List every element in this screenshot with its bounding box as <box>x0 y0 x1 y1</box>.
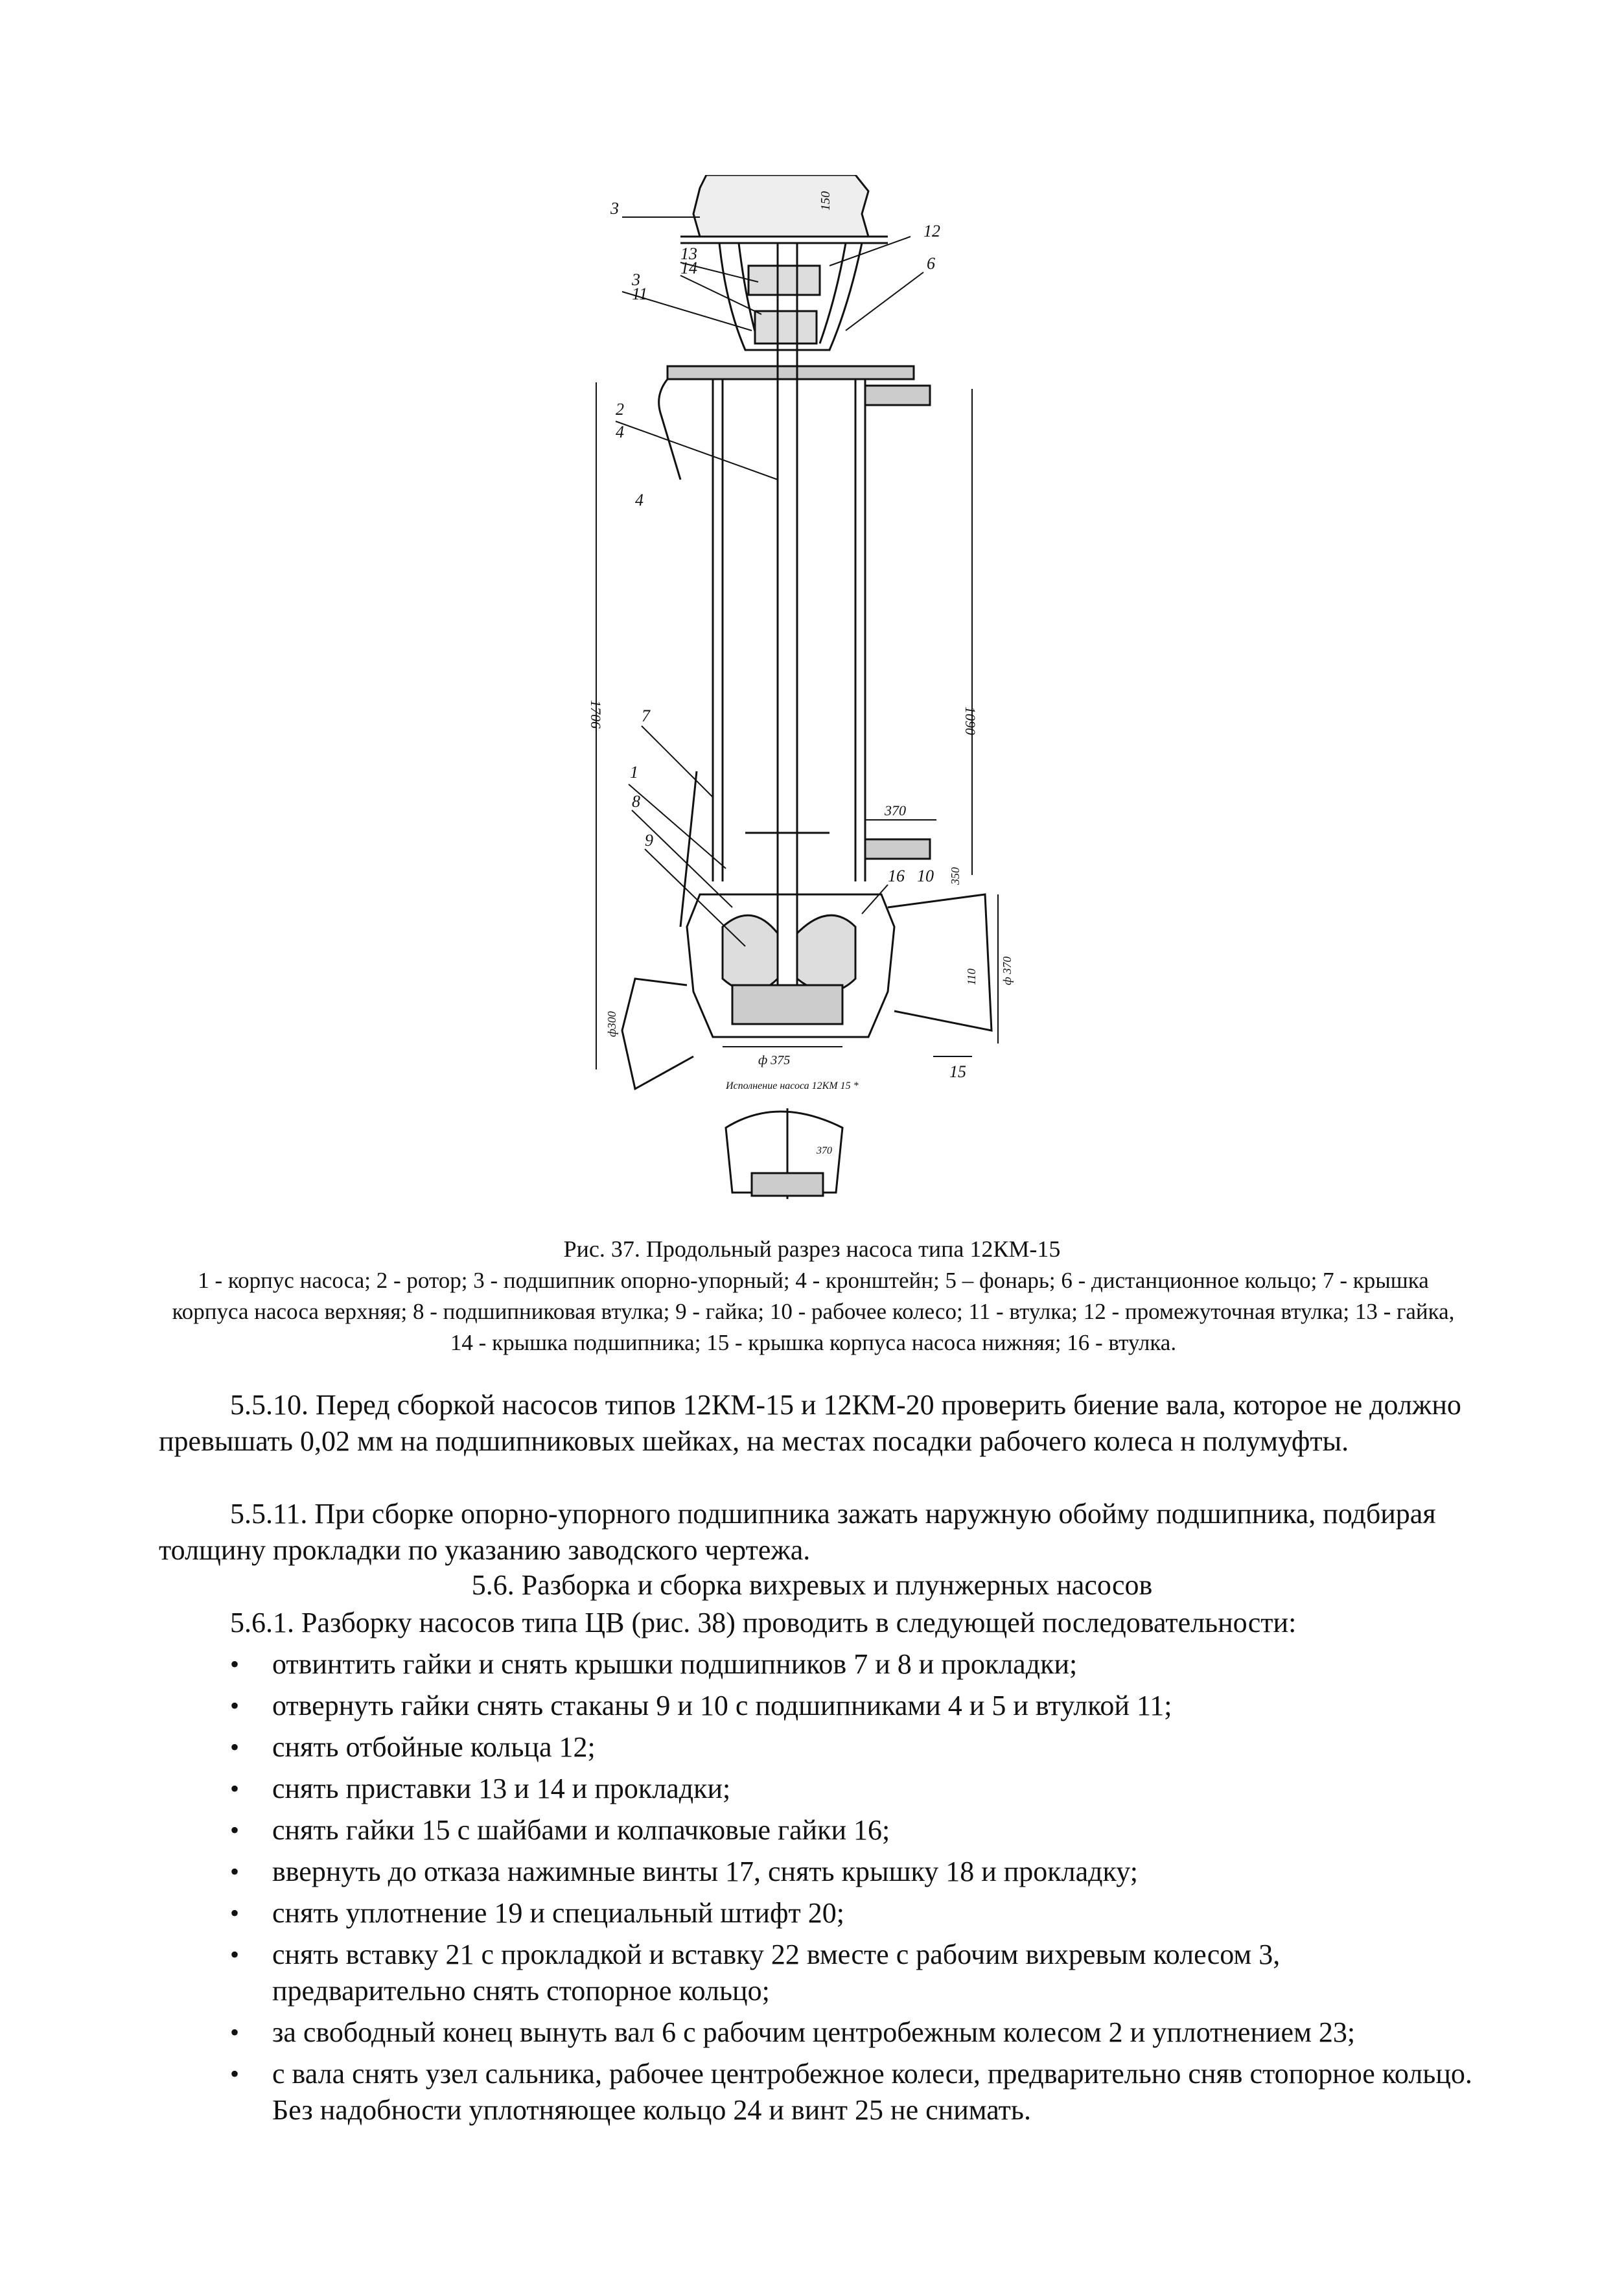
dim-150: 150 <box>818 191 833 211</box>
label-6: 6 <box>927 254 935 273</box>
list-item: • отвернуть гайки снять стаканы 9 и 10 с подшипниками 4 и 5 и втулкой 11; <box>159 1688 1474 1724</box>
pump-cross-section-drawing-icon <box>583 175 1037 1225</box>
dim-phi375: ф 375 <box>758 1053 791 1067</box>
label-8: 8 <box>632 792 640 811</box>
label-10: 10 <box>917 867 934 885</box>
dim-phi370: ф 370 <box>1001 956 1014 985</box>
list-item: • снять гайки 15 с шайбами и колпачковые гайки 16; <box>159 1812 1474 1848</box>
label-4: 4 <box>616 423 624 441</box>
list-item: • с вала снять узел сальника, рабочее центробежное колеси, предварительно сняв стопорное кольцо. Без надобности уплотняющее кольцо 24 и винт 25 не снимать. <box>159 2056 1474 2128</box>
label-12: 12 <box>923 222 940 240</box>
section-heading-5-6: 5.6. Разборка и сборка вихревых и плунжерных насосов <box>471 1569 1153 1601</box>
label-2: 2 <box>616 400 624 419</box>
label-14: 14 <box>680 259 697 277</box>
list-item: • отвинтить гайки и снять крышки подшипников 7 и 8 и прокладки; <box>159 1646 1474 1683</box>
list-item: • снять уплотнение 19 и специальный штифт 20; <box>159 1895 1474 1931</box>
label-7: 7 <box>642 706 650 725</box>
label-1: 1 <box>630 763 638 782</box>
figure-caption: Рис. 37. Продольный разрез насоса типа 12КМ-15 <box>563 1236 1061 1262</box>
paragraph-5-6-1: 5.6.1. Разборку насосов типа ЦВ (рис. 38) проводить в следующей последовательности: <box>230 1607 1297 1638</box>
list-item: • снять приставки 13 и 14 и прокладки; <box>159 1771 1474 1807</box>
list-item: • ввернуть до отказа нажимные винты 17, снять крышку 18 и прокладку; <box>159 1854 1474 1890</box>
pump-drawing <box>583 175 1037 1225</box>
list-item: • снять вставку 21 с прокладкой и вставку 22 вместе с рабочим вихревым колесом 3, предварительно снять стопорное кольцо; <box>159 1937 1474 2009</box>
label-13: 13 <box>680 244 697 263</box>
variant-note: Исполнение насоса 12КМ 15 * <box>726 1080 859 1091</box>
dim-110: 110 <box>965 968 978 985</box>
label-3a: 3 <box>610 199 619 218</box>
list-item: • за свободный конец вынуть вал 6 с рабочим центробежным колесом 2 и уплотнением 23; <box>159 2014 1474 2051</box>
disassembly-steps-list <box>159 1646 1474 2134</box>
figure-legend: 1 - корпус насоса; 2 - ротор; 3 - подшипник опорно-упорный; 4 - кронштейн; 5 – фонарь; 6 - дистанционное кольцо; 7 - крышка корпуса насоса верхняя; 8 - подшипниковая втулка; 9 - гайка; 10 - рабочее колесо; 11 - втулка; 12 - промежуточная втулка; 13 - гайка, 14 - крышка подшипника; 15 - крышка корпуса насоса нижняя; 16 - втулка. <box>172 1268 1455 1355</box>
label-3b: 3 <box>632 270 640 289</box>
dim-370b: 370 <box>817 1145 832 1156</box>
paragraph-5-5-10: 5.5.10. Перед сборкой насосов типов 12КМ-15 и 12КМ-20 проверить биение вала, которое не должно превышать 0,02 мм на подшипниковых шейках, на местах посадки рабочего колеса н полумуфты. <box>159 1389 1461 1457</box>
dim-1090: 1090 <box>962 706 979 735</box>
dim-370: 370 <box>885 802 906 819</box>
paragraph-5-5-11: 5.5.11. При сборке опорно-упорного подшипника зажать наружную обойму подшипника, подбирая толщину прокладки по указанию заводского чертежа. <box>159 1498 1436 1566</box>
dim-1706: 1706 <box>588 700 604 728</box>
dim-350: 350 <box>949 867 962 885</box>
label-15: 15 <box>949 1062 966 1081</box>
label-11: 11 <box>632 285 648 303</box>
label-9: 9 <box>645 831 653 850</box>
list-item: • снять отбойные кольца 12; <box>159 1729 1474 1765</box>
dim-phi300: ф300 <box>605 1011 618 1037</box>
label-4b: 4 <box>635 491 644 509</box>
label-16: 16 <box>888 867 905 885</box>
